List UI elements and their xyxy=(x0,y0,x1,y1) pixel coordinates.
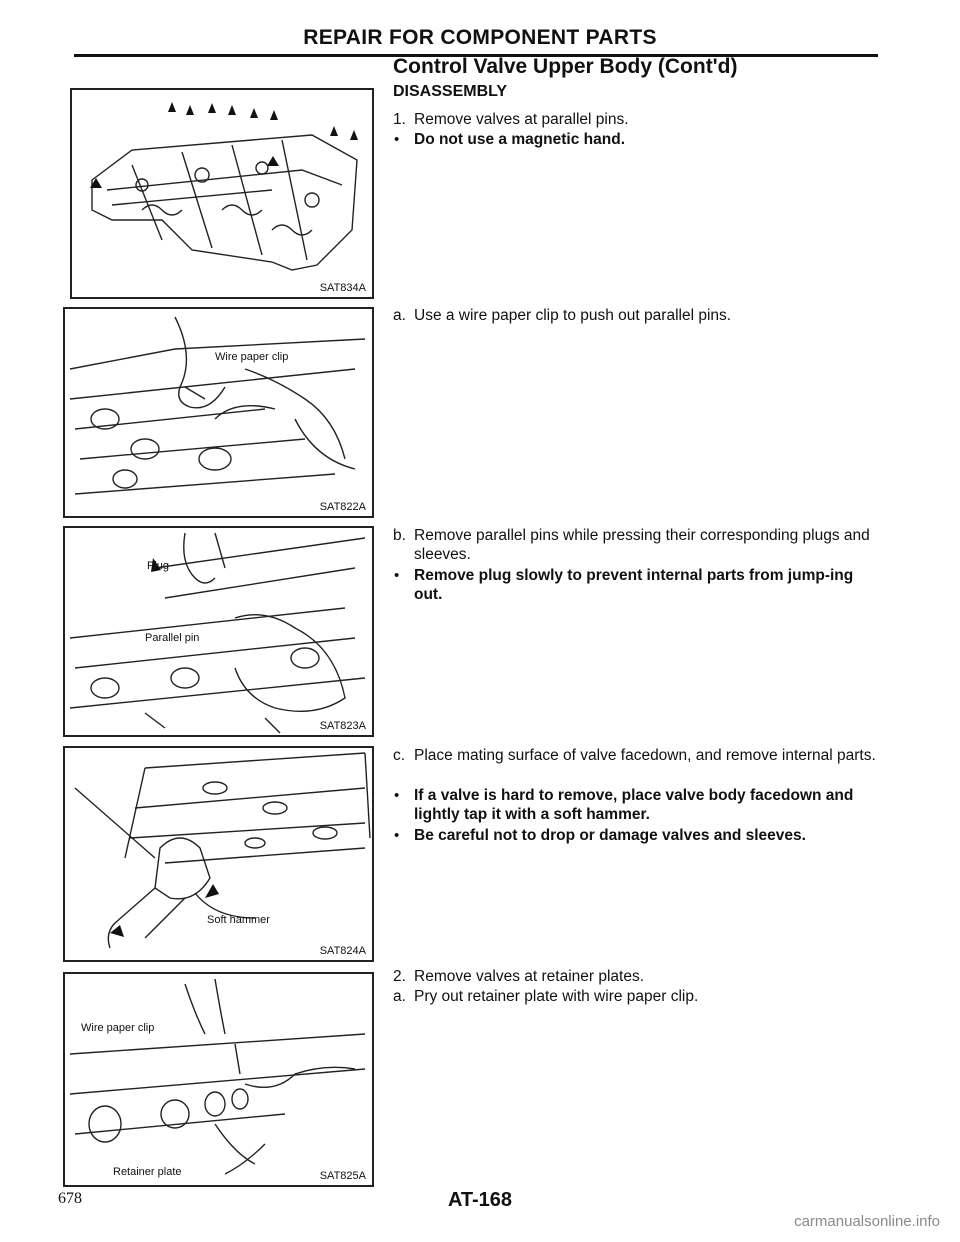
figure-label-soft-hammer: Soft hammer xyxy=(207,914,270,926)
step-text: Do not use a magnetic hand. xyxy=(414,131,625,148)
step-2a xyxy=(378,987,878,1006)
bullet: • xyxy=(394,787,400,804)
step-text: Remove parallel pins while pressing their corresponding plugs and sleeves. xyxy=(414,527,870,563)
page-number: 678 xyxy=(58,1190,82,1207)
step-text: Use a wire paper clip to push out parallel pins. xyxy=(414,307,732,324)
figure-valve-body-arrows xyxy=(70,88,374,299)
step-text: Place mating surface of valve facedown, and remove internal parts. xyxy=(414,747,876,764)
step-number: a. xyxy=(393,988,406,1005)
step-1c-caution-2 xyxy=(378,826,878,845)
step-text: If a valve is hard to remove, place valve body facedown and lightly tap it with a soft hammer. xyxy=(414,787,854,823)
step-1c xyxy=(378,746,878,765)
watermark: carmanualsonline.info xyxy=(794,1213,940,1230)
figure-label-wire-paper-clip: Wire paper clip xyxy=(81,1022,155,1034)
figure-label-wire-paper-clip: Wire paper clip xyxy=(215,351,289,363)
figure-label-retainer-plate: Retainer plate xyxy=(113,1166,182,1178)
figure-retainer-plate xyxy=(63,972,374,1187)
figure-plug-parallel-pin xyxy=(63,526,374,737)
step-text: Remove valves at retainer plates. xyxy=(414,968,645,985)
step-1b xyxy=(378,526,878,564)
step-1b-caution xyxy=(378,566,878,604)
valve-body-illustration xyxy=(72,90,372,297)
step-1-caution xyxy=(378,130,878,149)
figure-code: SAT824A xyxy=(319,945,366,957)
step-text: Remove valves at parallel pins. xyxy=(414,111,629,128)
figure-code: SAT825A xyxy=(319,1170,366,1182)
section-title: Control Valve Upper Body (Cont'd) xyxy=(393,55,738,78)
step-number: 1. xyxy=(393,111,406,128)
step-text: Remove plug slowly to prevent internal parts from jump-ing out. xyxy=(414,567,854,603)
paper-clip-illustration xyxy=(65,309,372,516)
step-text: Be careful not to drop or damage valves and sleeves. xyxy=(414,827,806,844)
figure-soft-hammer xyxy=(63,746,374,962)
figure-label-parallel-pin: Parallel pin xyxy=(145,632,200,644)
figure-code: SAT823A xyxy=(319,720,366,732)
subsection-title: DISASSEMBLY xyxy=(393,83,508,100)
bullet: • xyxy=(394,827,400,844)
figure-code: SAT834A xyxy=(319,282,366,294)
step-number: a. xyxy=(393,307,406,324)
figure-label-plug: Plug xyxy=(147,560,170,572)
step-number: c. xyxy=(393,747,406,764)
figure-code: SAT822A xyxy=(319,501,366,513)
bullet: • xyxy=(394,131,400,148)
page-code: AT-168 xyxy=(447,1189,513,1211)
step-1c-caution-1 xyxy=(378,786,878,824)
step-2 xyxy=(378,967,878,986)
plug-illustration xyxy=(65,528,372,735)
soft-hammer-illustration xyxy=(65,748,372,960)
step-number: b. xyxy=(393,527,406,544)
page-header: REPAIR FOR COMPONENT PARTS xyxy=(303,26,657,49)
bullet: • xyxy=(394,567,400,584)
retainer-plate-illustration xyxy=(65,974,372,1185)
step-1a xyxy=(378,306,878,325)
step-number: 2. xyxy=(393,968,406,985)
step-text: Pry out retainer plate with wire paper clip. xyxy=(414,988,699,1005)
figure-wire-paper-clip xyxy=(63,307,374,518)
step-1 xyxy=(378,110,878,129)
